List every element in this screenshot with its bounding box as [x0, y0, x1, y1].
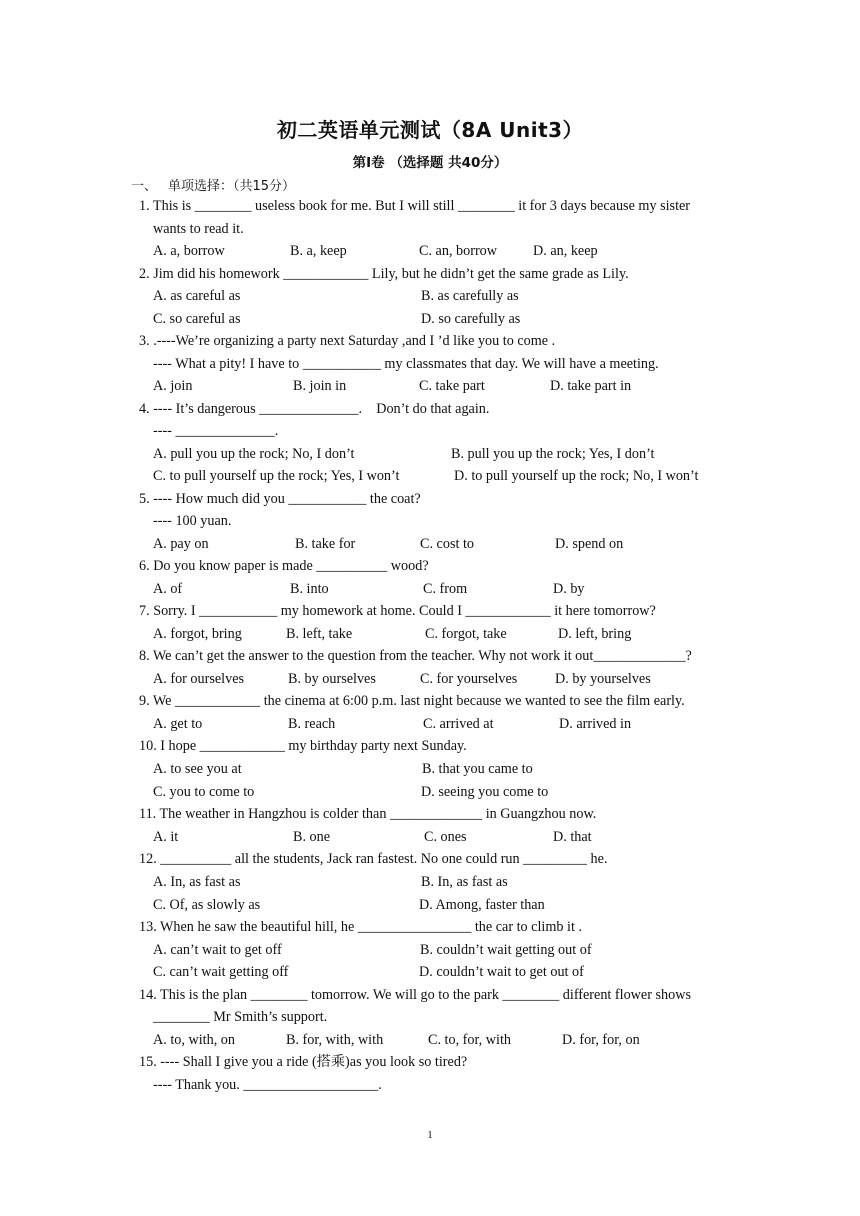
answer-option: D. spend on [555, 536, 624, 552]
question-text: 5. ---- How much did you ___________ the coat? [139, 491, 421, 507]
question-text: 6. Do you know paper is made __________ wood? [139, 558, 429, 574]
answer-option: B. couldn’t wait getting out of [420, 942, 592, 958]
answer-option: C. an, borrow [419, 243, 498, 259]
answer-option: B. pull you up the rock; Yes, I don’t [451, 446, 655, 462]
answer-option: B. a, keep [290, 243, 347, 259]
answer-option: A. In, as fast as [153, 874, 241, 890]
answer-option: C. arrived at [423, 716, 494, 732]
answer-option: C. to, for, with [428, 1032, 511, 1048]
question-text: ---- What a pity! I have to ___________ my classmates that day. We will have a meeting. [153, 356, 659, 372]
answer-option: A. a, borrow [153, 243, 225, 259]
answer-option: D. couldn’t wait to get out of [419, 964, 584, 980]
answer-option: B. reach [288, 716, 336, 732]
question-text: 9. We ____________ the cinema at 6:00 p.m. last night because we wanted to see the film early. [139, 693, 685, 709]
question-text: 11. The weather in Hangzhou is colder than _____________ in Guangzhou now. [139, 806, 597, 822]
answer-option: D. for, for, on [562, 1032, 640, 1048]
question-text: ---- ______________. [153, 423, 279, 439]
answer-option: C. Of, as slowly as [153, 897, 261, 913]
answer-option: B. for, with, with [286, 1032, 384, 1048]
question-text: 4. ---- It’s dangerous ______________. Don’t do that again. [139, 401, 490, 417]
question-text: ---- 100 yuan. [153, 513, 232, 529]
answer-option: B. that you came to [422, 761, 533, 777]
question-text: 2. Jim did his homework ____________ Lily, but he didn’t get the same grade as Lily. [139, 266, 629, 282]
answer-option: A. can’t wait to get off [153, 942, 282, 958]
answer-option: A. pull you up the rock; No, I don’t [153, 446, 355, 462]
answer-option: B. join in [293, 378, 347, 394]
question-text: ---- Thank you. ___________________. [153, 1077, 382, 1093]
answer-option: C. to pull yourself up the rock; Yes, I won’t [153, 468, 400, 484]
question-text: 1. This is ________ useless book for me. But I will still ________ it for 3 days because my sister [139, 198, 691, 214]
question-text: ________ Mr Smith’s support. [153, 1009, 328, 1025]
answer-option: D. seeing you come to [421, 784, 549, 800]
question-text: wants to read it. [153, 221, 244, 237]
question-text: 10. I hope ____________ my birthday party next Sunday. [139, 738, 467, 754]
answer-option: D. Among, faster than [419, 897, 545, 913]
answer-option: B. as carefully as [421, 288, 519, 304]
answer-option: A. to see you at [153, 761, 242, 777]
section-number: 一、 [131, 179, 158, 194]
question-text: 14. This is the plan ________ tomorrow. We will go to the park ________ different flower shows [139, 987, 691, 1003]
answer-option: D. by yourselves [555, 671, 651, 687]
answer-option: C. cost to [420, 536, 474, 552]
page-title: 初二英语单元测试（8A Unit3） [276, 118, 584, 142]
answer-option: B. take for [295, 536, 356, 552]
answer-option: D. arrived in [559, 716, 632, 732]
answer-option: B. by ourselves [288, 671, 376, 687]
section-heading [131, 175, 295, 194]
answer-option: B. one [293, 829, 331, 845]
answer-option: B. into [290, 581, 329, 597]
answer-option: A. pay on [153, 536, 209, 552]
answer-option: C. take part [419, 378, 485, 394]
page-number: 1 [427, 1129, 433, 1141]
answer-option: C. for yourselves [420, 671, 518, 687]
question-text: 7. Sorry. I ___________ my homework at home. Could I ____________ it here tomorrow? [139, 603, 656, 619]
answer-option: B. In, as fast as [421, 874, 508, 890]
page-subtitle: 第Ⅰ卷 （选择题 共40分） [352, 155, 508, 171]
answer-option: D. by [553, 581, 585, 597]
answer-option: C. forgot, take [425, 626, 507, 642]
question-text: 13. When he saw the beautiful hill, he ________________ the car to climb it . [139, 919, 583, 935]
answer-option: A. of [153, 581, 183, 597]
question-text: 15. ---- Shall I give you a ride (搭乘)as you look so tired? [139, 1054, 468, 1070]
question-text: 3. .----We’re organizing a party next Saturday ,and I ’d like you to come . [139, 333, 556, 349]
answer-option: B. left, take [286, 626, 353, 642]
answer-option: D. to pull yourself up the rock; No, I won’t [454, 468, 699, 484]
answer-option: C. from [423, 581, 468, 597]
answer-option: D. an, keep [533, 243, 598, 259]
answer-option: A. for ourselves [153, 671, 245, 687]
question-text: 8. We can’t get the answer to the question from the teacher. Why not work it out_____________? [139, 648, 692, 664]
answer-option: D. so carefully as [421, 311, 521, 327]
answer-option: C. can’t wait getting off [153, 964, 289, 980]
answer-option: A. forgot, bring [153, 626, 242, 642]
answer-option: C. so careful as [153, 311, 241, 327]
answer-option: D. take part in [550, 378, 632, 394]
section-label: 单项选择：（共15分） [168, 179, 296, 194]
question-text: 12. __________ all the students, Jack ran fastest. No one could run _________ he. [139, 851, 608, 867]
answer-option: A. to, with, on [153, 1032, 235, 1048]
answer-option: D. left, bring [558, 626, 632, 642]
answer-option: D. that [553, 829, 592, 845]
answer-option: C. ones [424, 829, 467, 845]
answer-option: A. get to [153, 716, 203, 732]
answer-option: C. you to come to [153, 784, 255, 800]
answer-option: A. join [153, 378, 193, 394]
answer-option: A. as careful as [153, 288, 241, 304]
answer-option: A. it [153, 829, 179, 845]
